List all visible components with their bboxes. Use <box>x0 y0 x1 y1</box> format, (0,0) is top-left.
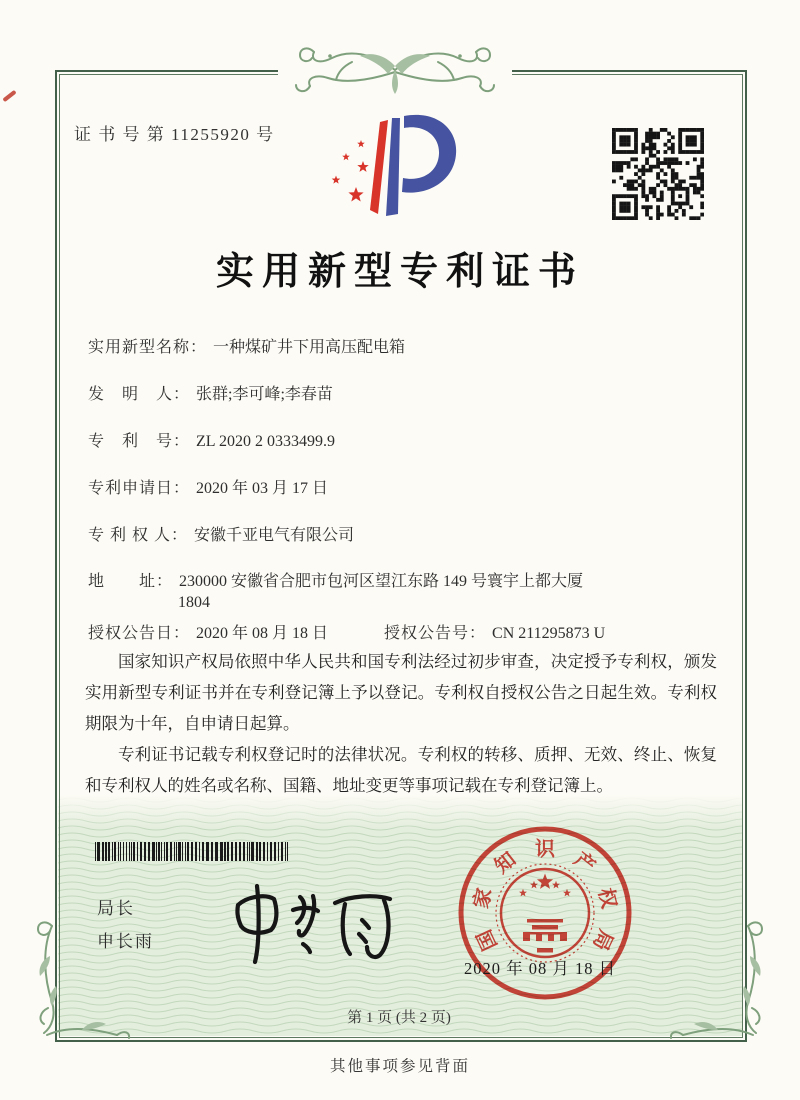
field-label: 发 明 人： <box>88 386 191 403</box>
signer-title: 局长 <box>97 899 135 918</box>
legal-paragraph: 国家知识产权局依照中华人民共和国专利法经过初步审查，决定授予专利权，颁发实用新型专利证书并在专利登记簿上予以登记。专利权自授权公告之日起生效。专利权期限为十年，自申请日起算。 <box>85 652 717 733</box>
page-number: 第 1 页 (共 2 页) <box>347 1010 451 1026</box>
field-patent-number <box>88 428 335 451</box>
legal-paragraph: 专利证书记载专利权登记时的法律状况。专利权的转移、质押、无效、终止、恢复和专利权人的姓名或名称、国籍、地址变更等事项记载在专利登记簿上。 <box>85 745 717 795</box>
red-pen-mark <box>2 90 16 102</box>
svg-text:国: 国 <box>473 926 502 954</box>
svg-text:知: 知 <box>491 848 521 879</box>
seal-date: 2020 年 08 月 18 日 <box>464 959 617 978</box>
svg-text:家: 家 <box>470 886 497 911</box>
top-dragon-ornament-icon <box>252 36 538 102</box>
svg-text:权: 权 <box>593 886 620 911</box>
field-label: 专 利 号： <box>88 433 191 450</box>
field-value: 230000 安徽省合肥市包河区望江东路 149 号寰宇上都大厦 <box>179 573 584 590</box>
field-inventors <box>88 381 333 404</box>
field-label: 专利申请日： <box>88 480 191 497</box>
field-value: 2020 年 08 月 18 日 <box>196 625 329 642</box>
field-patentee <box>88 522 354 545</box>
field-value: 安徽千亚电气有限公司 <box>194 527 355 544</box>
certificate-title: 实用新型专利证书 <box>215 251 584 293</box>
signer-name: 申长雨 <box>97 932 154 951</box>
barcode <box>95 842 291 861</box>
field-address-line2: 1804 <box>178 594 210 611</box>
svg-text:局: 局 <box>588 926 617 954</box>
cnipa-patent-logo-icon <box>318 110 473 232</box>
back-note: 其他事项参见背面 <box>329 1058 470 1075</box>
field-label: 授权公告号： <box>384 625 487 642</box>
field-grant-announcement <box>88 620 605 643</box>
field-utility-model-name <box>88 334 405 357</box>
field-value: ZL 2020 2 0333499.9 <box>196 433 335 450</box>
legal-text-block <box>85 646 717 801</box>
field-value: 2020 年 03 月 17 日 <box>196 480 329 497</box>
field-address <box>88 568 583 591</box>
field-label: 授权公告日： <box>88 625 191 642</box>
field-label: 实用新型名称： <box>88 339 208 356</box>
field-value: CN 211295873 U <box>492 625 606 642</box>
qr-code <box>612 128 704 220</box>
certificate-number: 证 书 号 第 11255920 号 <box>74 125 275 144</box>
director-signature-icon <box>215 872 400 967</box>
field-filing-date <box>88 475 328 498</box>
field-label: 地 址： <box>88 573 174 590</box>
field-value: 一种煤矿井下用高压配电箱 <box>213 339 406 356</box>
field-label: 专 利 权 人： <box>88 527 189 544</box>
svg-text:识: 识 <box>535 838 555 861</box>
svg-text:产: 产 <box>569 848 599 879</box>
field-value: 张群;李可峰;李春苗 <box>196 386 333 403</box>
